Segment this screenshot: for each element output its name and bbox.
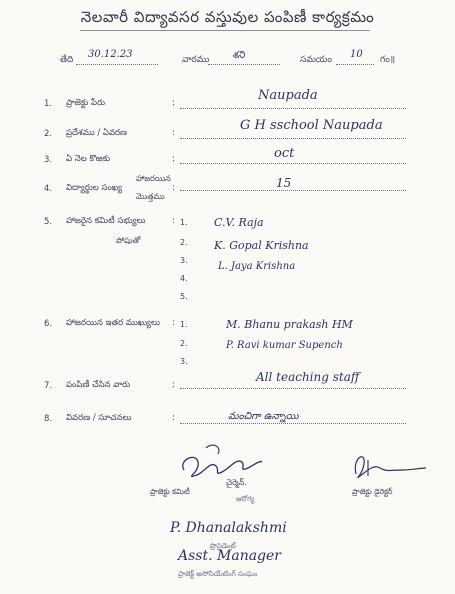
project-name-value: Naupada: [258, 88, 318, 103]
chairman-stamp-sub: ఆరోగ్య: [236, 495, 255, 503]
row-number: 6.: [44, 319, 53, 329]
distributed-value: All teaching staff: [256, 370, 360, 384]
students-label: విద్యార్థుల సంఖ్య: [66, 183, 122, 193]
committee-label: హాజరైన కమిటీ సభ్యులు: [66, 216, 146, 226]
colon: :: [172, 154, 176, 164]
others-index: 3.: [180, 357, 188, 366]
director-caption: ప్రాజెక్టు డైరెక్టర్: [352, 487, 393, 496]
place-label: ప్రదేశము / ఏవరణ: [66, 128, 128, 138]
row-dots: [180, 388, 406, 389]
students-value: 15: [276, 176, 292, 190]
row-number: 5.: [44, 217, 53, 227]
row-number: 8.: [44, 414, 53, 424]
row-number: 4.: [44, 184, 53, 194]
committee-index: 5.: [180, 292, 188, 301]
time-value: 10: [350, 49, 363, 60]
place-value: G H sschool Naupada: [240, 118, 383, 133]
committee-chairman-signature: [176, 440, 266, 485]
committee-index: 2.: [180, 238, 188, 247]
committee-caption: ప్రాజెక్టు కమిటీ: [150, 487, 190, 496]
distributed-label: పంపిణీ చేసిన వారు: [66, 380, 131, 390]
date-value: 30.12.23: [88, 49, 133, 60]
row-number: 2.: [44, 129, 53, 139]
colon: :: [172, 413, 176, 423]
other-member: M. Bhanu prakash HM: [226, 318, 353, 331]
students-present-label: హాజరయిన: [136, 174, 171, 183]
committee-index: 4.: [180, 274, 188, 283]
title-underline: [80, 30, 370, 31]
row-dots: [180, 163, 406, 164]
row-number: 7.: [44, 381, 53, 391]
others-index: 2.: [180, 339, 188, 348]
committee-sub-label: పోషుతో: [116, 236, 141, 245]
day-dots: [208, 64, 280, 65]
time-unit: గం॥: [380, 55, 396, 65]
date-label: తేది: [60, 55, 74, 65]
month-label: ఏ నెల కొఱకు: [66, 154, 111, 164]
time-dots: [336, 64, 374, 65]
committee-member: L. Jaya Krishna: [218, 261, 296, 272]
others-index: 1.: [180, 320, 188, 329]
remarks-value: మంచిగా ఉన్నాయి: [228, 411, 299, 422]
date-dots: [76, 64, 158, 65]
form-title: నెలవారీ విద్యావసర వస్తువుల పంపిణీ కార్యక్రమం: [80, 8, 375, 26]
other-member: P. Ravi kumar Supench: [226, 340, 343, 351]
manager-stamp-top: ప్రొసైడెంట్: [210, 542, 236, 550]
row-dots: [180, 108, 406, 109]
colon: :: [172, 128, 176, 138]
colon: :: [172, 318, 176, 328]
colon: :: [172, 216, 176, 226]
row-number: 1.: [44, 99, 53, 109]
colon: :: [172, 98, 176, 108]
committee-index: 3.: [180, 256, 188, 265]
day-label: వారము: [182, 55, 210, 65]
manager-name: P. Dhanalakshmi: [170, 520, 287, 536]
colon: :: [172, 380, 176, 390]
manager-stamp-bottom: ప్రాజెక్ట్ అసోసియేటింగ్ సంఘం: [178, 570, 258, 578]
manager-role: Asst. Manager: [178, 548, 281, 564]
row-dots: [180, 423, 406, 424]
month-value: oct: [274, 146, 295, 161]
row-number: 3.: [44, 155, 53, 165]
colon: :: [172, 183, 176, 193]
project-director-signature: [346, 446, 428, 486]
project-name-label: ప్రాజెక్టు పేరు: [66, 98, 106, 108]
remarks-label: వివరణ / సూచనలు: [66, 413, 132, 423]
day-value: శని: [232, 50, 245, 61]
chairman-stamp: చైర్మెన్.: [226, 478, 247, 487]
time-label: సమయం: [300, 55, 332, 65]
row-dots: [180, 138, 406, 139]
committee-index: 1.: [180, 218, 188, 227]
committee-member: K. Gopal Krishna: [214, 239, 309, 252]
others-label: హాజరయిన ఇతర ముఖ్యులు: [66, 318, 160, 328]
row-dots: [180, 190, 406, 191]
committee-member: C.V. Raja: [214, 216, 264, 229]
students-total-label: మొత్తము: [136, 192, 165, 201]
